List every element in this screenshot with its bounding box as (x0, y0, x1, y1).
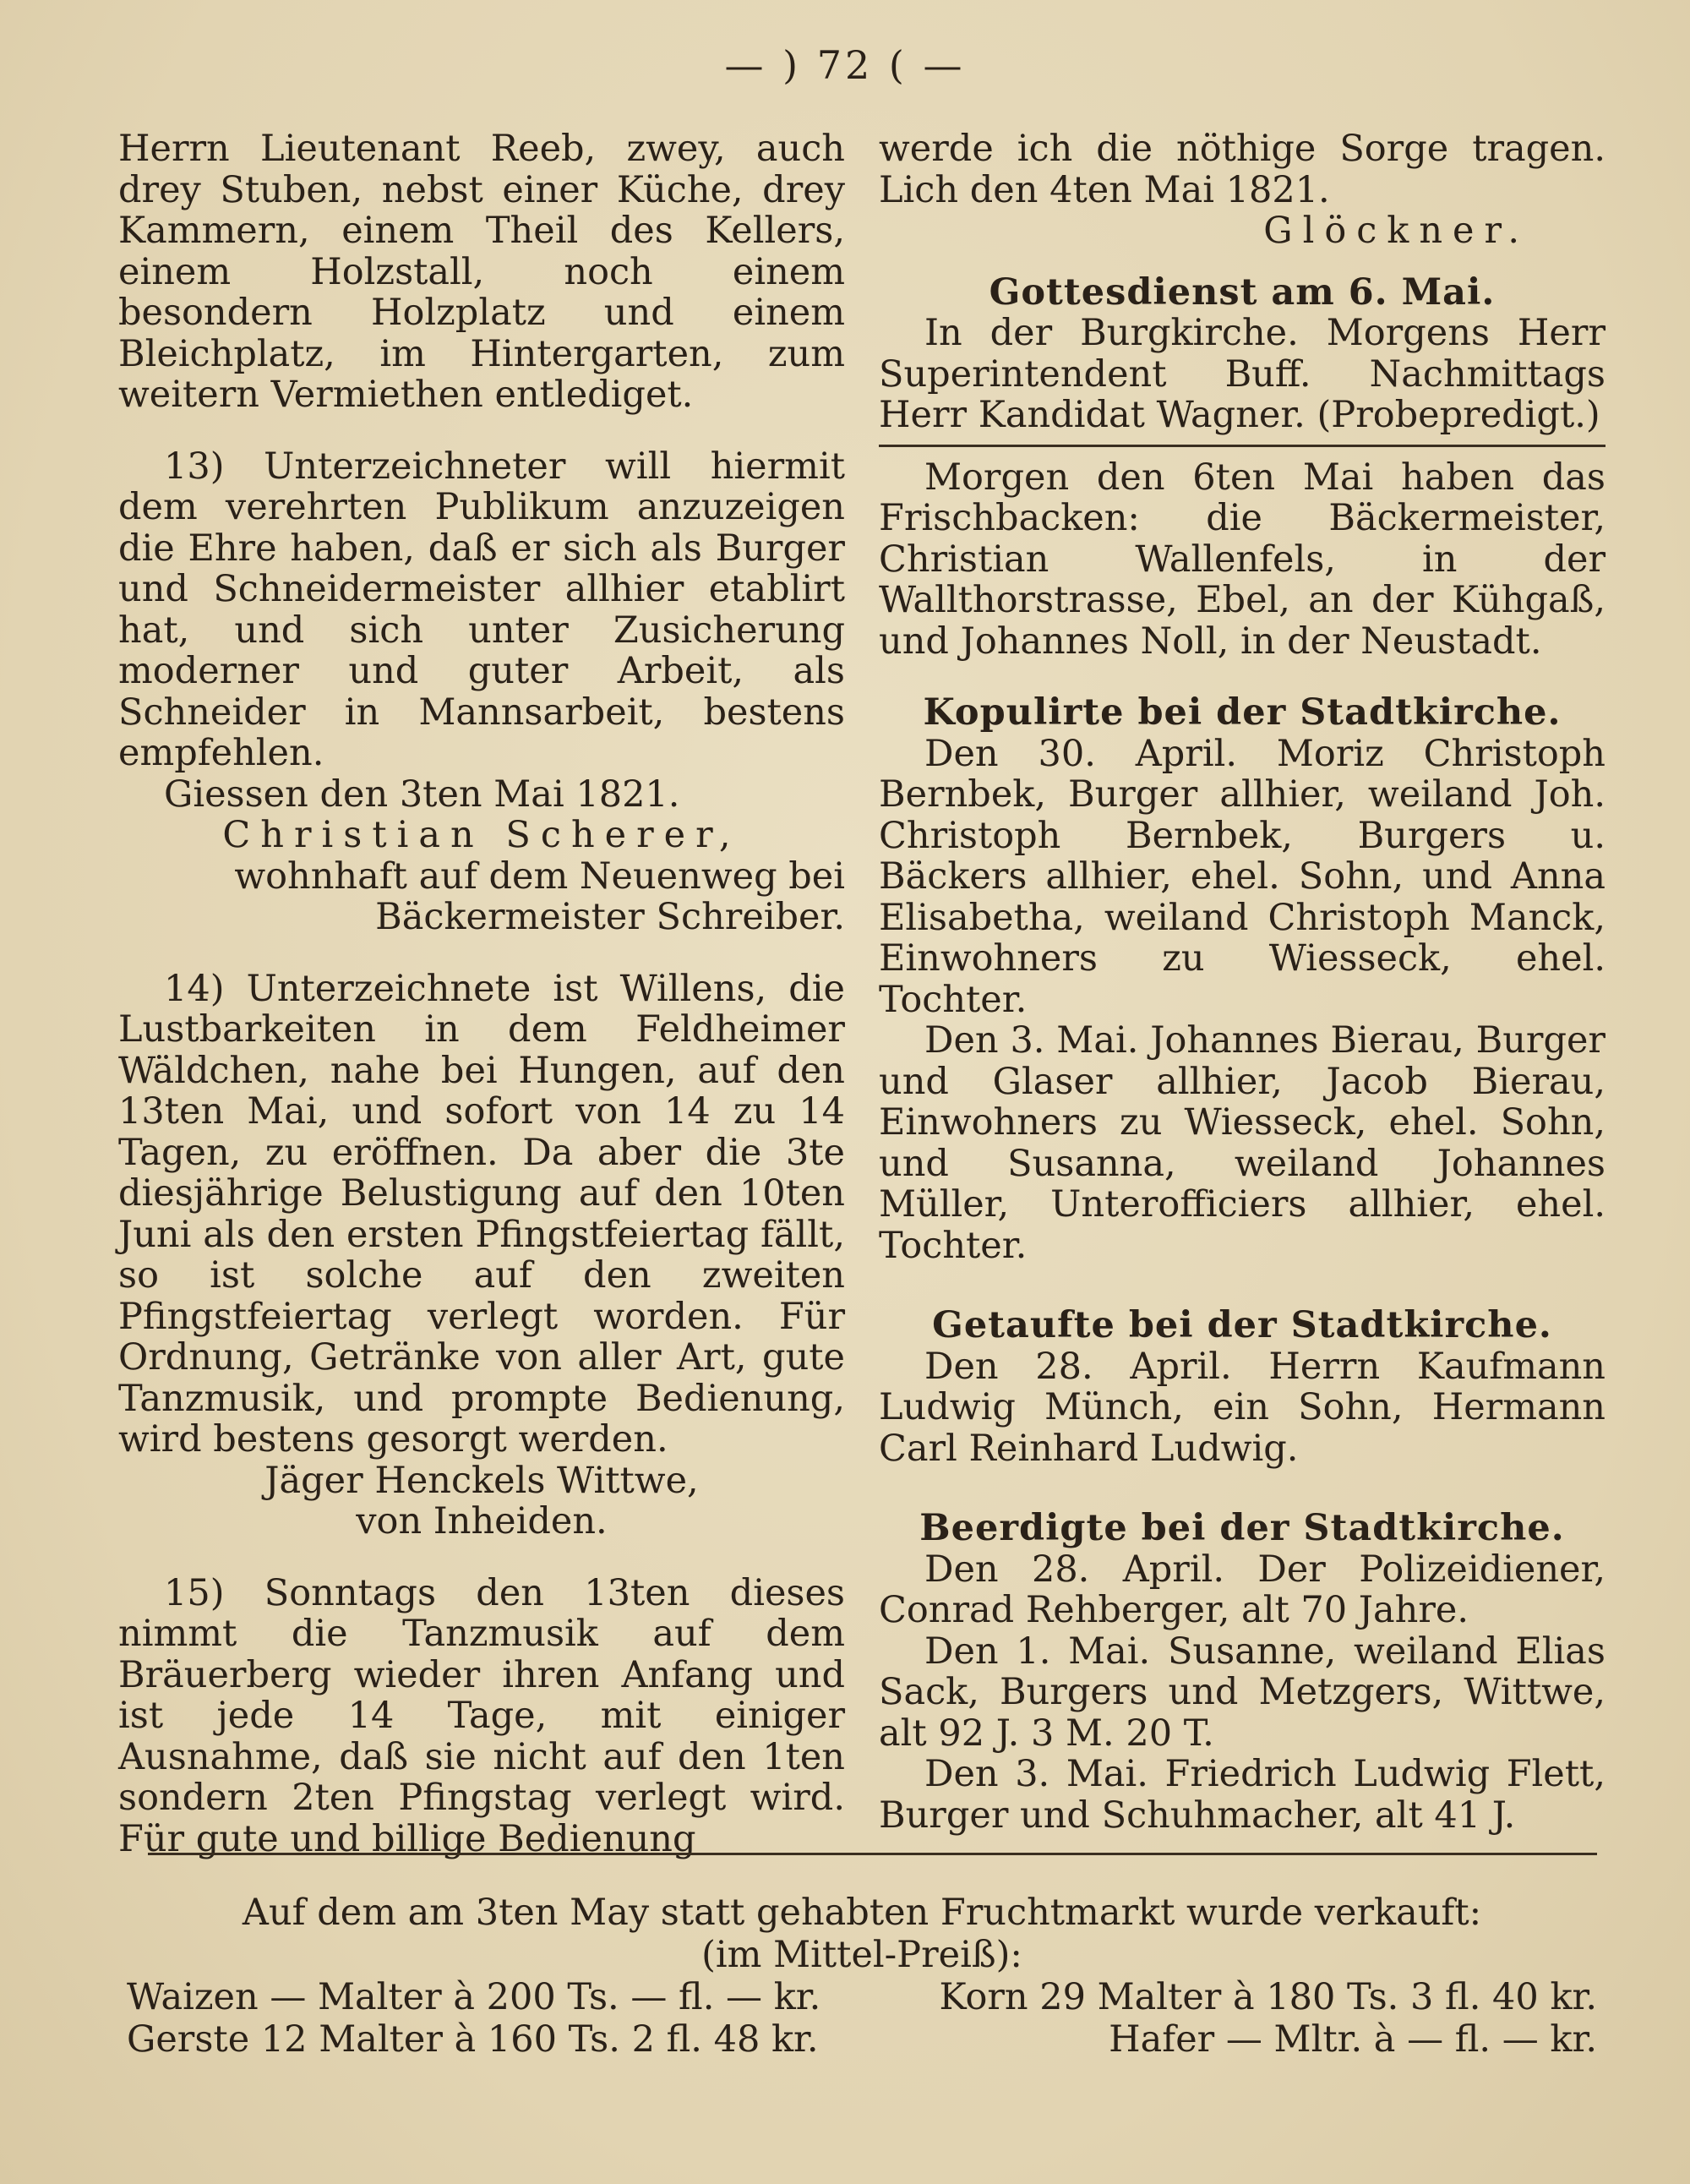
married-entry: Den 30. April. Moriz Christoph Bernbek, Burger allhier, weiland Joh. Christoph Bernbek, Burgers u. Bäckers allhier, ehel. Sohn, und Anna Elisabetha, weiland Christoph Manck, Einwohners zu Wiesseck, ehel. Tochter. (879, 732, 1606, 1021)
right-column (879, 128, 1606, 1836)
buried-entry: Den 1. Mai. Susanne, weiland Elias Sack, Burgers und Metzgers, Wittwe, alt 92 J. 3 M. 20 T. (879, 1630, 1606, 1755)
baptized-heading: Getaufte bei der Stadtkirche. (932, 1304, 1552, 1346)
ad-13-date: Giessen den 3ten Mai 1821. (164, 773, 680, 816)
market-price-barley: Gerste 12 Malter à 160 Ts. 2 fl. 48 kr. (127, 2018, 819, 2061)
married-heading: Kopulirte bei der Stadtkirche. (923, 691, 1562, 734)
market-row (127, 2018, 1597, 2061)
ad-15-text: 15) Sonntags den 13ten dieses nimmt die Tanzmusik auf dem Bräuerberg wieder ihren Anfang und ist jede 14 Tage, mit einiger Ausnahme, daß sie nicht auf den 1ten sondern 2ten Pfingstag verlegt wird. Für gute und billige Bedienung (118, 1571, 845, 1860)
left-column (118, 128, 845, 1859)
ad-13-residence: wohnhaft auf dem Neuenweg bei Bäckermeister Schreiber. (234, 854, 845, 938)
ad-12-continuation: Herrn Lieutenant Reeb, zwey, auch drey Stuben, nebst einer Küche, drey Kammern, einem Theil des Kellers, einem Holzstall, noch einem besondern Holzplatz und einem Bleichplatz, im Hintergarten, zum weitern Vermiethen entlediget. (118, 128, 845, 416)
married-entry: Den 3. Mai. Johannes Bierau, Burger und Glaser allhier, Jacob Bierau, Einwohners zu Wiesseck, ehel. Sohn, und Susanna, weiland Johannes Müller, Unterofficiers allhier, ehel. Tochter. (879, 1019, 1606, 1267)
ad-14-text: 14) Unterzeichnete ist Willens, die Lustbarkeiten in dem Feldheimer Wäldchen, nahe bei Hungen, auf den 13ten Mai, und sofort von 14 zu 14 Tagen, zu eröffnen. Da aber die 3te diesjährige Belustigung auf den 10ten Juni als den ersten Pfingstfeiertag fällt, so ist solche auf den zweiten Pfingstfeiertag verlegt worden. Für Ordnung, Getränke von aller Art, gute Tanzmusik, und prompte Bedienung, wird bestens gesorgt werden. (118, 967, 845, 1461)
market-price-wheat: Waizen — Malter à 200 Ts. — fl. — kr. (127, 1976, 821, 2018)
market-price-oats: Hafer — Mltr. à — fl. — kr. (1109, 2018, 1597, 2061)
market-divider (148, 1853, 1597, 1855)
bakers-notice: Morgen den 6ten Mai haben das Frischbacken: die Bäckermeister, Christian Wallenfels, in der Wallthorstrasse, Ebel, an der Kühgaß, und Johannes Noll, in der Neustadt. (879, 456, 1606, 663)
market-subtitle: (im Mittel-Preiß): (701, 1934, 1022, 1976)
ad-15-continuation: werde ich die nöthige Sorge tragen. Lich den 4ten Mai 1821. (879, 128, 1606, 211)
market-report (127, 1892, 1597, 2061)
buried-entry: Den 28. April. Der Polizeidiener, Conrad Rehberger, alt 70 Jahre. (879, 1548, 1606, 1631)
ad-13-signature: Christian Scherer, (222, 814, 741, 856)
ad-13-text: 13) Unterzeichneter will hiermit dem verehrten Publikum anzuzeigen die Ehre haben, daß er sich als Burger und Schneidermeister allhier etablirt hat, und sich unter Zusicherung moderner und guter Arbeit, als Schneider in Mannsarbeit, bestens empfehlen. (118, 445, 845, 774)
page-number-header: — ) 72 ( — (724, 42, 966, 88)
buried-entry: Den 3. Mai. Friedrich Ludwig Flett, Burger und Schuhmacher, alt 41 J. (879, 1753, 1606, 1837)
service-heading: Gottesdienst am 6. Mai. (989, 270, 1496, 314)
market-price-rye: Korn 29 Malter à 180 Ts. 3 fl. 40 kr. (939, 1976, 1597, 2018)
section-divider (879, 445, 1606, 447)
ad-15-signature: Glöckner. (1263, 210, 1529, 252)
buried-heading: Beerdigte bei der Stadtkirche. (919, 1507, 1565, 1549)
baptized-entry: Den 28. April. Herrn Kaufmann Ludwig Münch, ein Sohn, Hermann Carl Reinhard Ludwig. (879, 1345, 1606, 1470)
market-row (127, 1976, 1597, 2018)
market-title: Auf dem am 3ten May statt gehabten Fruchtmarkt wurde verkauft: (242, 1892, 1482, 1934)
ad-14-signature: Jäger Henckels Wittwe, (264, 1459, 699, 1502)
service-text: In der Burgkirche. Morgens Herr Superintendent Buff. Nachmittags Herr Kandidat Wagner. (Probepredigt.) (879, 312, 1606, 436)
ad-14-origin: von Inheiden. (356, 1500, 608, 1542)
